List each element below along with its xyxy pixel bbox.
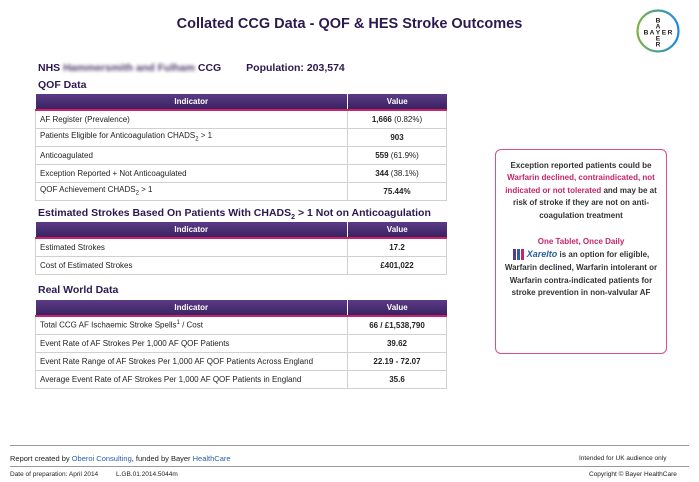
page-title: Collated CCG Data - QOF & HES Stroke Outcomes: [176, 16, 523, 32]
table-row: [36, 110, 447, 128]
row-value: 39.62: [348, 334, 447, 352]
row-value: £401,022: [348, 256, 447, 274]
ccg-suffix: CCG: [197, 62, 222, 74]
row-label: Event Rate of AF Strokes Per 1,000 AF QOF Patients: [36, 334, 348, 352]
table-row: [36, 128, 447, 146]
callout-paragraph-xarelto: One Tablet, Once Daily Xarelto is an option for eligible, Warfarin declined, Warfarin intolerant or Warfarin contra-indicated patients for stroke prevention in non-valvular AF: [504, 236, 658, 298]
row-label: Cost of Estimated Strokes: [36, 256, 348, 274]
table-row: [36, 256, 447, 274]
footer-credit: Report created by Oberoi Consulting, funded by Bayer HealthCare: [10, 454, 231, 463]
table-row: [36, 334, 447, 352]
svg-text:A: A: [649, 29, 655, 37]
qof-table: [35, 94, 447, 201]
row-value: 559 (61.9%): [348, 146, 447, 164]
realworld-section-title: Real World Data: [38, 284, 119, 296]
population-label: Population: 203,574: [246, 62, 345, 74]
row-value: 75.44%: [348, 182, 447, 200]
healthcare-link[interactable]: HealthCare: [192, 454, 231, 463]
col-header-indicator: Indicator: [36, 222, 348, 238]
row-label: QOF Achievement $CHADS_2 > 1$: [36, 182, 348, 200]
col-header-indicator: Indicator: [36, 300, 348, 316]
callout-paragraph-exception: Exception reported patients could be Warfarin declined, contraindicated, not indicated or not tolerated and may be at risk of stroke if they are not on anti-coagulation treatment: [505, 161, 657, 220]
svg-text:B: B: [655, 17, 661, 25]
svg-text:R: R: [667, 29, 673, 37]
col-header-value: Value: [348, 94, 447, 110]
table-row: [36, 146, 447, 164]
row-value: 1,666 (0.82%): [348, 110, 447, 128]
svg-text:A: A: [655, 23, 661, 31]
footer-prep-date: Date of preparation: April 2014: [10, 471, 99, 478]
oberoi-link[interactable]: Oberoi Consulting: [71, 454, 132, 463]
table-row: [36, 164, 447, 182]
row-value: 344 (38.1%): [348, 164, 447, 182]
row-label: AF Register (Prevalence): [36, 110, 348, 128]
footer-code: L.GB.01.2014.5044m: [116, 471, 178, 478]
ccg-prefix: NHS: [38, 62, 61, 74]
ccg-heading: [38, 62, 345, 74]
table-row: [36, 370, 447, 388]
bayer-cross-logo: [636, 9, 680, 53]
svg-text:E: E: [655, 35, 661, 43]
row-label: Anticoagulated: [36, 146, 348, 164]
svg-text:B: B: [643, 29, 649, 37]
col-header-value: Value: [348, 222, 447, 238]
estimated-table: [35, 222, 447, 275]
row-value: 66 / £1,538,790: [348, 316, 447, 334]
row-label: Event Rate Range of AF Strokes Per 1,000 AF QOF Patients Across England: [36, 352, 348, 370]
xarelto-logo-icon: [513, 249, 525, 260]
svg-text:Y: Y: [655, 29, 661, 37]
table-row: [36, 182, 447, 200]
footer-divider: [10, 445, 689, 446]
footer-copyright: Copyright © Bayer HealthCare: [589, 471, 677, 478]
row-value: 22.19 - 72.07: [348, 352, 447, 370]
row-value: 35.6: [348, 370, 447, 388]
row-label: Exception Reported + Not Anticoagulated: [36, 164, 348, 182]
row-value: 17.2: [348, 238, 447, 256]
realworld-table: [35, 300, 447, 389]
xarelto-brand: Xarelto: [513, 248, 558, 262]
row-label: Patients Eligible for Anticoagulation $CHADS_2 > 1$: [36, 128, 348, 146]
ccg-name-obscured: Hammersmith and Fulham: [63, 62, 195, 74]
svg-text:E: E: [661, 29, 667, 37]
estimated-section-title: Estimated Strokes Based On Patients With $CHADS_2 > 1$ Not on Anticoagulation: [38, 207, 431, 222]
callout-highlight: Warfarin declined, contraindicated, not indicated or not tolerated: [505, 173, 655, 195]
row-label: Average Event Rate of AF Strokes Per 1,000 AF QOF Patients in England: [36, 370, 348, 388]
xarelto-callout-box: [495, 149, 667, 354]
table-row: [36, 316, 447, 334]
table-row: [36, 352, 447, 370]
footer-divider: [10, 466, 689, 467]
col-header-value: Value: [348, 300, 447, 316]
svg-text:R: R: [655, 41, 661, 49]
qof-section-title: QOF Data: [38, 79, 87, 91]
row-label: Total CCG AF Ischaemic Stroke Spells$^1$ / Cost: [36, 316, 348, 334]
table-row: [36, 238, 447, 256]
col-header-indicator: Indicator: [36, 94, 348, 110]
row-value: 903: [348, 128, 447, 146]
callout-tagline: One Tablet, Once: [537, 236, 603, 246]
footer-audience: Intended for UK audience only: [579, 455, 667, 462]
row-label: Estimated Strokes: [36, 238, 348, 256]
